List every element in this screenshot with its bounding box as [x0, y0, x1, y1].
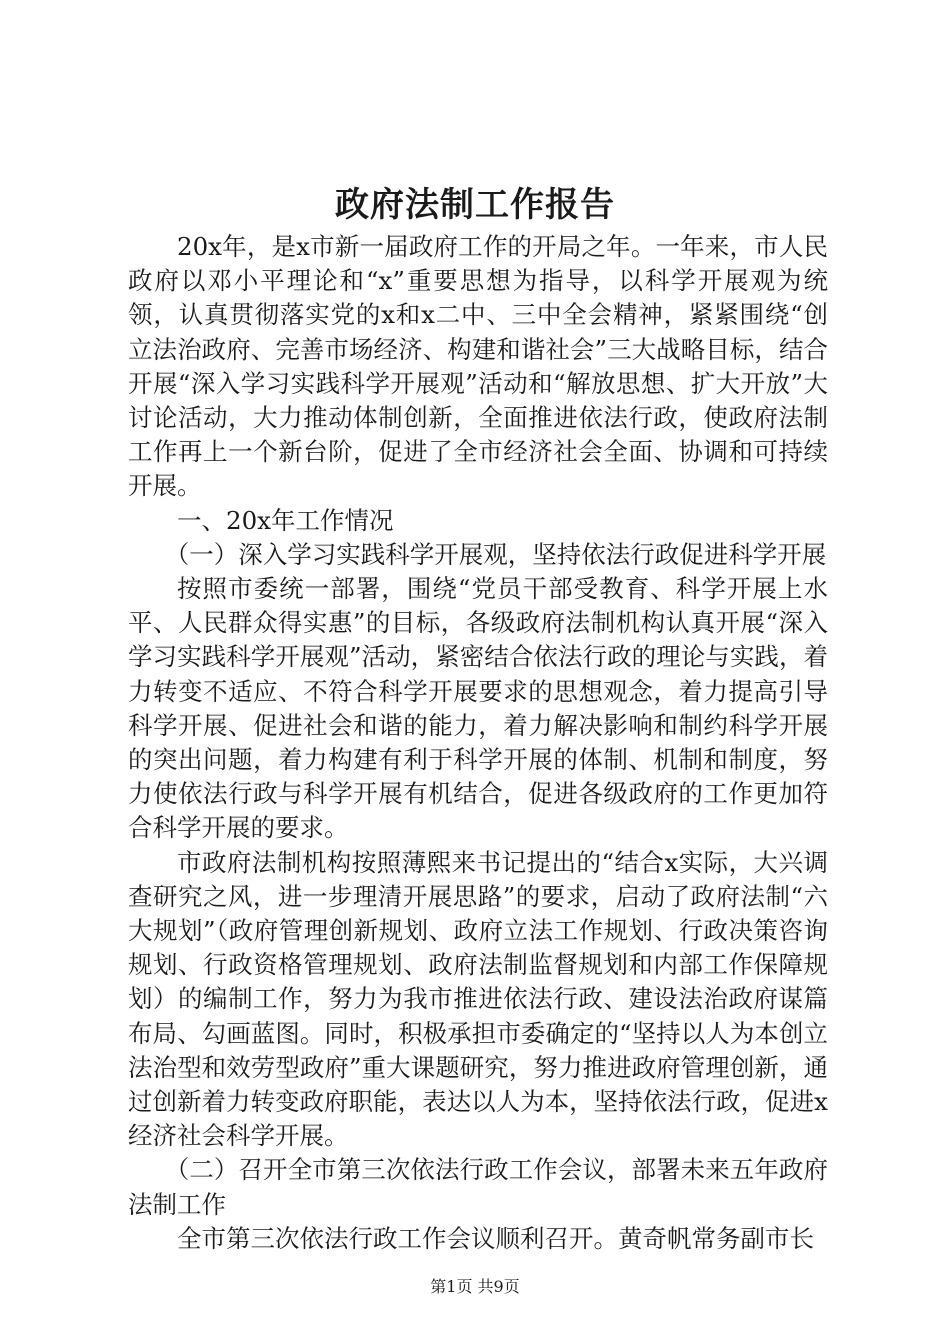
body-paragraph: 市政府法制机构按照薄熙来书记提出的“结合x实际，大兴调查研究之风，进一步理清开展思路”的要求，启动了政府法制“六大规划”（政府管理创新规划、政府立法工作规划、行政决策咨询规划、行政资格管理规划、政府法制监督规划和内部工作保障规划）的编制工作，努力为我市推进依法行政、建设法治政府谋篇布局、勾画蓝图。同时，积极承担市委确定的“坚持以人为本创立法治型和效劳型政府”重大课题研究，努力推进政府管理创新，通过创新着力转变政府职能，表达以人为本，坚持依法行政，促进x经济社会科学开展。 — [128, 847, 828, 1151]
page-indicator: 第1页 共9页 — [430, 1277, 520, 1296]
body-paragraph: 全市第三次依法行政工作会议顺利召开。黄奇帆常务副市长 — [177, 1223, 814, 1253]
subsection-heading: （二）召开全市第三次依法行政工作会议，部署未来五年政府法制工作 — [128, 1155, 828, 1219]
body-paragraph: 按照市委统一部署，围绕“党员干部受教育、科学开展上水平、人民群众得实惠”的目标，各级政府法制机构认真开展“深入学习实践科学开展观”活动，紧密结合依法行政的理论与实践，着力转变不适应、不符合科学开展要求的思想观念，着力提高引导科学开展、促进社会和谐的能力，着力解决影响和制约科学开展的突出问题，着力构建有利于科学开展的体制、机制和制度，努力使依法行政与科学开展有机结合，促进各级政府的工作更加符合科学开展的要求。 — [128, 574, 828, 843]
document-body — [128, 230, 828, 1256]
section-heading: 一、20x年工作情况 — [177, 505, 394, 535]
intro-paragraph: 20x年，是x市新一届政府工作的开局之年。一年来，市人民政府以邓小平理论和“x”重要思想为指导，以科学开展观为统领，认真贯彻落实党的x和x二中、三中全会精神，紧紧围绕“创立法治政府、完善市场经济、构建和谐社会”三大战略目标，结合开展“深入学习实践科学开展观”活动和“解放思想、扩大开放”大讨论活动，大力推动体制创新，全面推进依法行政，使政府法制工作再上一个新台阶，促进了全市经济社会全面、协调和可持续开展。 — [128, 232, 828, 501]
document-title: 政府法制工作报告 — [335, 185, 615, 225]
page-footer — [0, 1275, 950, 1299]
subsection-heading: （一）深入学习实践科学开展观，坚持依法行政促进科学开展 — [164, 539, 827, 569]
